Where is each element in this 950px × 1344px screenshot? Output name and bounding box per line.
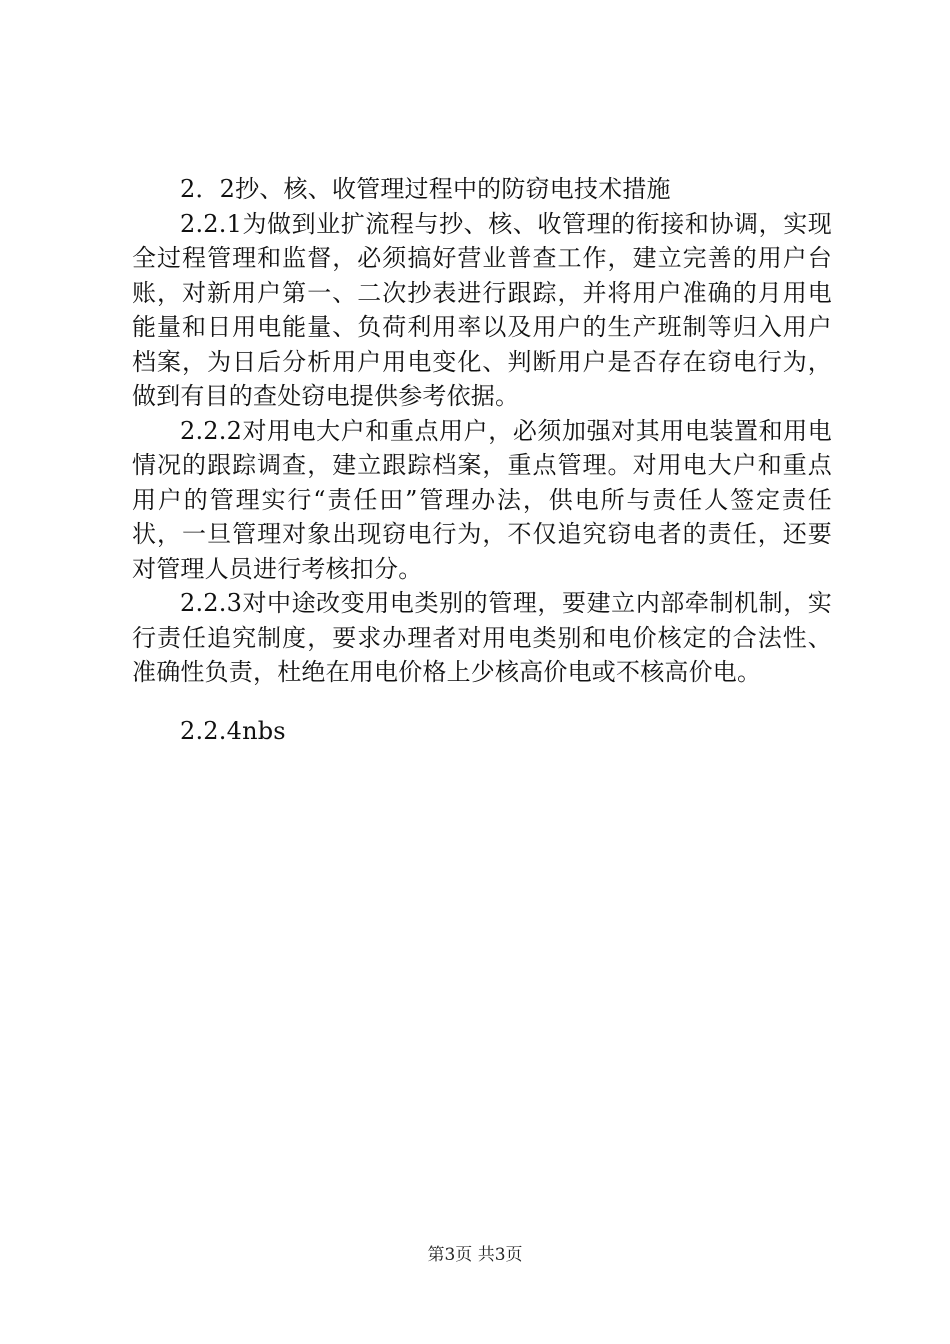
paragraph-2-2-3: 2.2.3对中途改变用电类别的管理，要建立内部牵制机制，实行责任追究制度，要求办理者对用电类别和电价核定的合法性、准确性负责，杜绝在用电价格上少核高价电或不核高价电。 — [132, 589, 832, 686]
section-heading: 2．2抄、核、收管理过程中的防窃电技术措施 — [180, 175, 671, 203]
paragraph-2-2-1: 2.2.1为做到业扩流程与抄、核、收管理的衔接和协调，实现全过程管理和监督，必须搞好营业普查工作，建立完善的用户台账，对新用户第一、二次抄表进行跟踪，并将用户准确的月用电能量和日用电能量、负荷利用率以及用户的生产班制等归入用户档案，为日后分析用户用电变化、判断用户是否存在窃电行为，做到有目的查处窃电提供参考依据。 — [132, 209, 832, 410]
page-footer: 第3页 共3页 — [427, 1245, 523, 1265]
document-body — [132, 172, 832, 748]
paragraph-2-2-2: 2.2.2对用电大户和重点用户，必须加强对其用电装置和用电情况的跟踪调查，建立跟踪档案，重点管理。对用电大户和重点用户的管理实行“责任田”管理办法，供电所与责任人签定责任状，一旦管理对象出现窃电行为，不仅追究窃电者的责任，还要对管理人员进行考核扣分。 — [132, 416, 832, 583]
paragraph-2-2-4: 2.2.4nbs — [180, 716, 286, 745]
